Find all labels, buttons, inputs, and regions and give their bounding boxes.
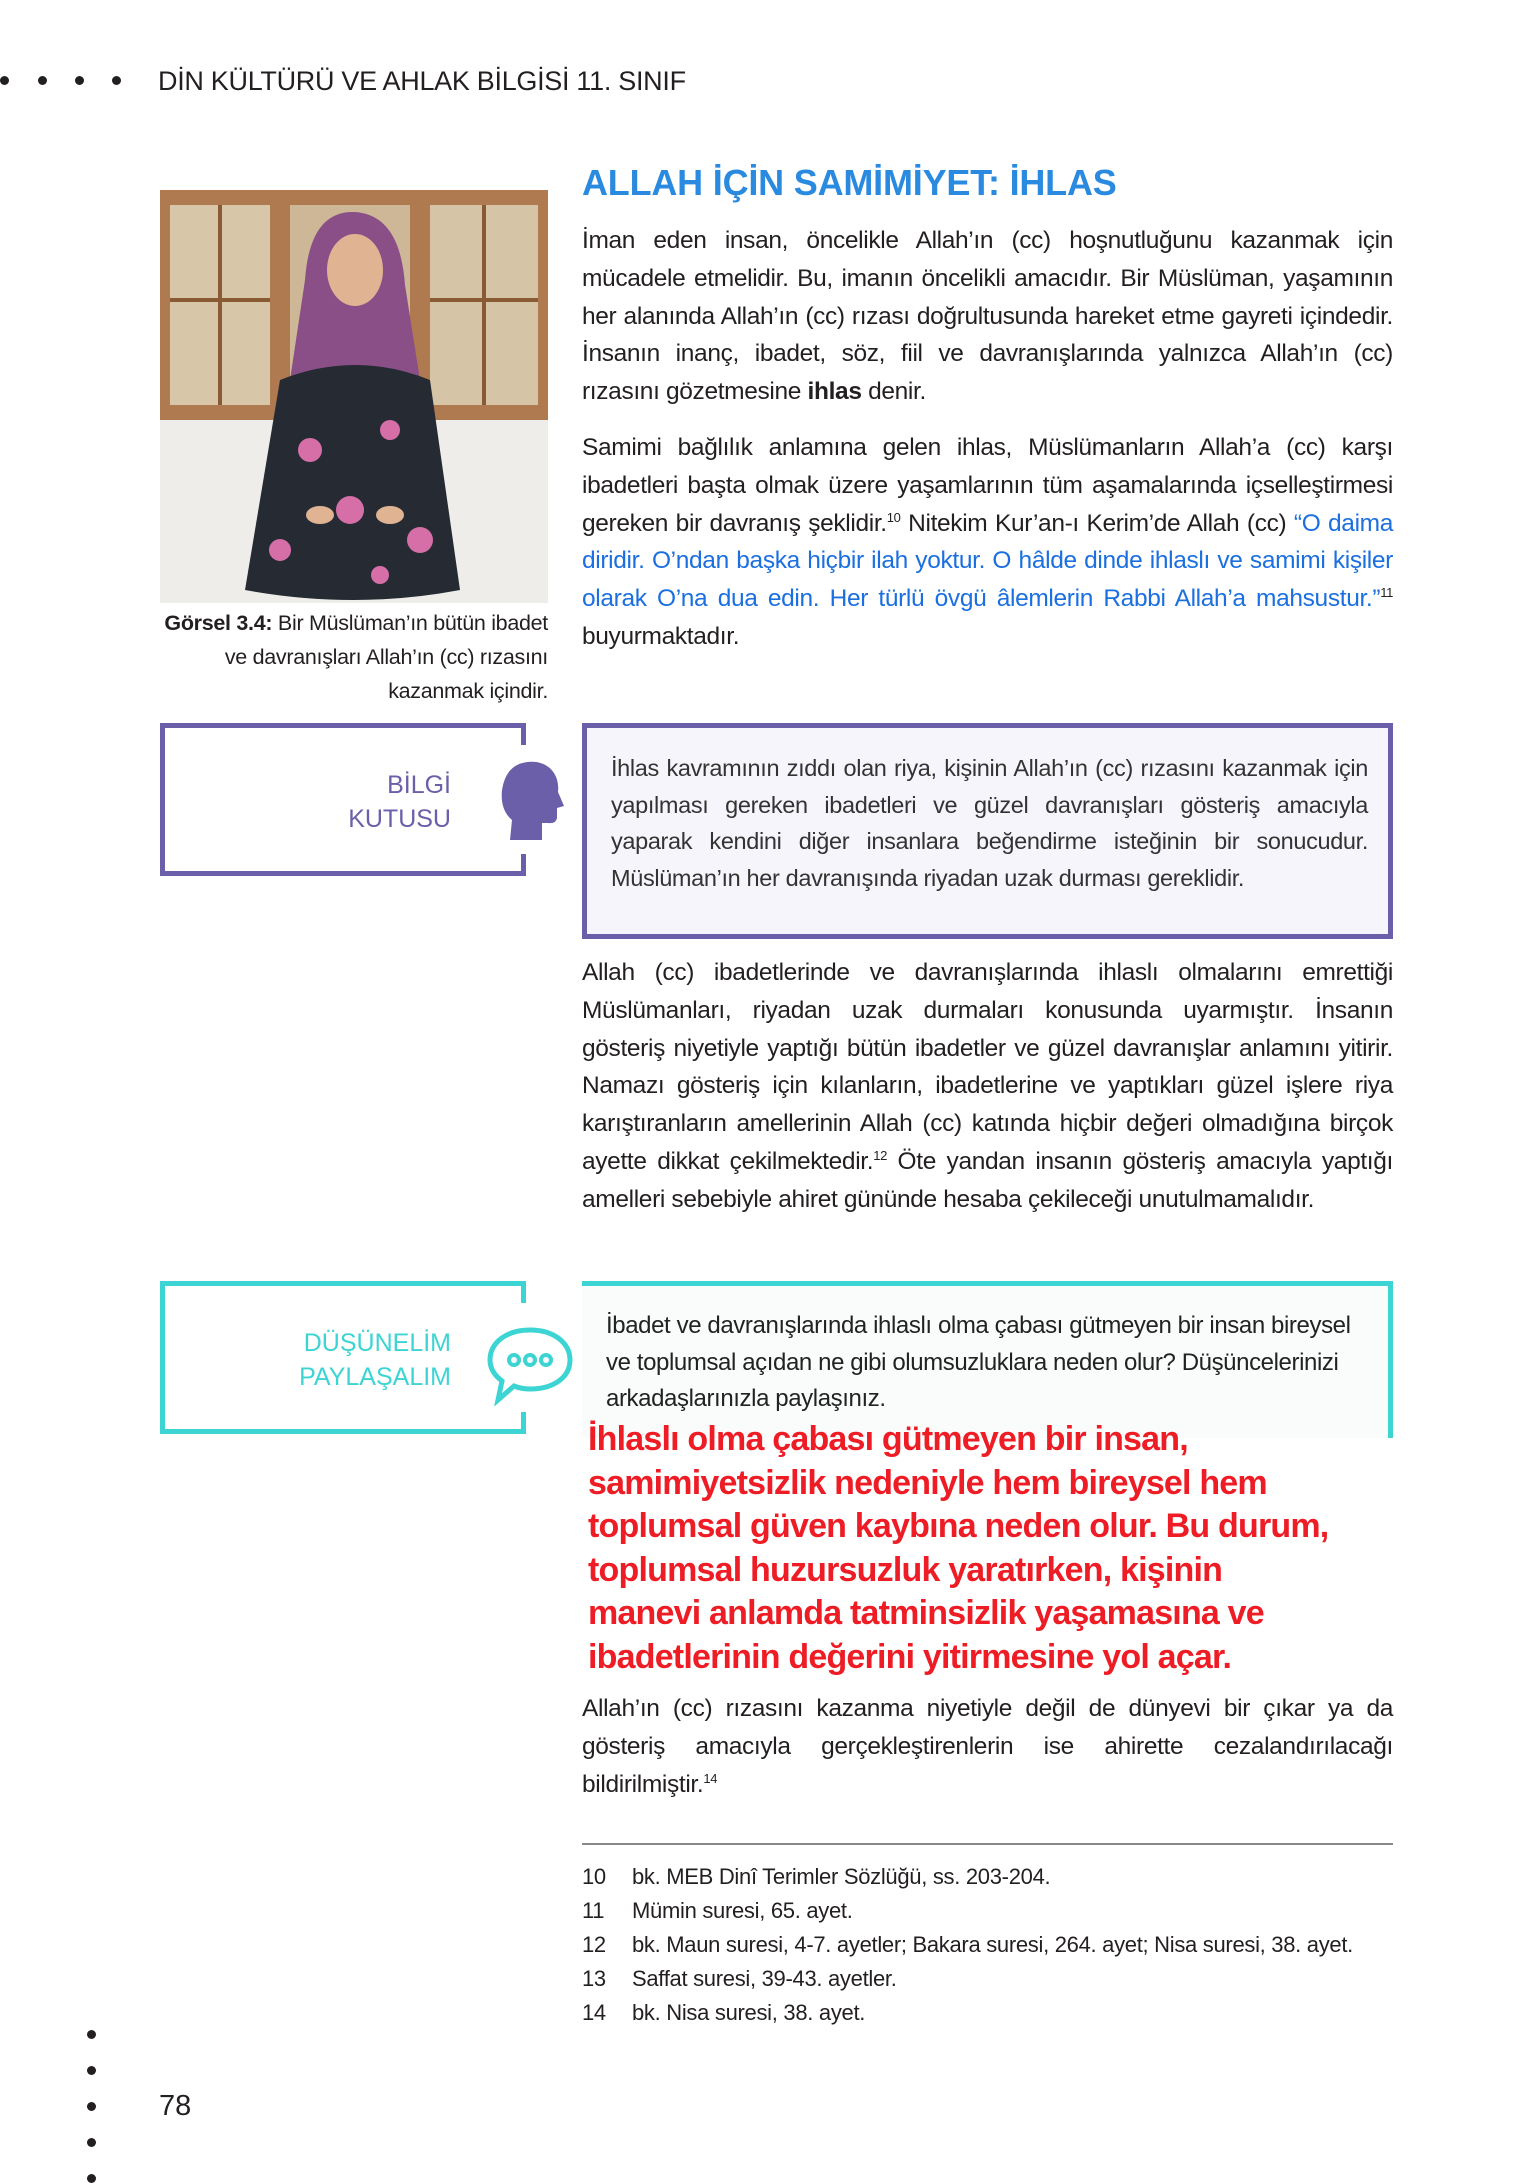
decor-dot xyxy=(87,2030,96,2039)
footnotes xyxy=(582,1860,1393,2030)
footnote-divider xyxy=(582,1843,1393,1845)
para3-end: Öte yandan insanın gösteriş amacıyla yaptığı amelleri sebebiyle ahiret gününde hesaba çekileceği unutulmamalıdır. xyxy=(582,1147,1393,1213)
footnote: 11 Mümin suresi, 65. ayet. xyxy=(582,1898,853,1923)
para3-text: Allah (cc) ibadetlerinde ve davranışlarında ihlaslı olmalarını emrettiği Müslümanları, riyadan uzak durmaları konusunda uyarmıştır. İnsanın gösteriş niyetiyle yaptığı bütün ibadetler ve güzel davranışlar anlamını yitirir. Namazı gösteriş için kılanların, ibadetlerine ve yaptıkları güzel işlere riya karıştıranların amellerinin Allah (cc) katında hiçbir değeri olmadığına birçok ayette dikkat çekilmektedir. xyxy=(582,959,1393,1175)
think-box-label-panel xyxy=(160,1281,526,1434)
footnote: 12 bk. Maun suresi, 4-7. ayetler; Bakara suresi, 264. ayet; Nisa suresi, 38. ayet. xyxy=(582,1932,1353,1957)
section-title: ALLAH İÇİN SAMİMİYET: İHLAS xyxy=(582,162,1117,203)
decor-dot xyxy=(87,2066,96,2075)
paragraph-4 xyxy=(582,1690,1393,1803)
answer-line: toplumsal güven kaybına neden olur. Bu durum, xyxy=(588,1507,1329,1546)
para1-bold-term: ihlas xyxy=(807,378,862,406)
page-number: 78 xyxy=(159,2090,192,2122)
paragraph-1 xyxy=(582,222,1393,411)
info-box: İhlas kavramının zıddı olan riya, kişinin Allah’ın (cc) rızasını kazanmak için yapılması gereken ibadetleri ve güzel davranışları gösteriş amacıyla yaparak kendini diğer insanlara beğendirme isteğinin bir sonucudur. Müslüman’ın her davranışında riyadan uzak durması gereklidir. xyxy=(582,723,1393,939)
info-box-label-panel xyxy=(160,723,526,876)
footnote-ref: 14 xyxy=(703,1770,718,1786)
answer-line: toplumsal huzursuzluk yaratırken, kişinin xyxy=(588,1550,1223,1589)
answer-line: ibadetlerinin değerini yitirmesine yol açar. xyxy=(588,1637,1232,1676)
discussion-question: İbadet ve davranışlarında ihlaslı olma çabası gütmeyen bir insan bireysel ve toplumsal açıdan ne gibi olumsuzluklara neden olur? Düşüncelerinizi arkadaşlarınızla paylaşınız. xyxy=(582,1281,1393,1438)
speech-bubble-icon xyxy=(486,1326,574,1406)
think-box-label: DÜŞÜNELİM PAYLAŞALIM xyxy=(299,1329,451,1391)
decor-dot xyxy=(38,76,47,85)
para2-text: Samimi bağlılık anlamına gelen ihlas, Müslümanların Allah’a (cc) karşı ibadetleri başta olmak üzere yaşamlarının tüm aşamalarında içselleştirmesi gereken bir davranış şeklidir. xyxy=(582,434,1393,537)
decor-dot xyxy=(87,2174,96,2183)
quran-quote: “O daima diridir. O’ndan başka hiçbir ilah yoktur. O hâlde dinde ihlaslı ve samimi kişiler olarak O’na dua edin. Her türlü övgü âlemlerin Rabbi Allah’a mahsustur.” xyxy=(582,509,1393,613)
footnote-ref: 10 xyxy=(886,509,901,525)
info-box-label: BİLGİ KUTUSU xyxy=(348,771,451,833)
footnote: 14 bk. Nisa suresi, 38. ayet. xyxy=(582,2000,866,2025)
footnote: 13 Saffat suresi, 39-43. ayetler. xyxy=(582,1966,897,1991)
photo-caption xyxy=(160,606,548,708)
footnote-ref: 12 xyxy=(873,1147,887,1163)
caption-label: Görsel 3.4: xyxy=(164,611,273,635)
para1-text: İman eden insan, öncelikle Allah’ın (cc) hoşnutluğunu kazanmak için mücadele etmelidir. Bu, imanın öncelikli amacıdır. Bir Müslüman, yaşamının her alanında Allah’ın (cc) rızası doğrultusunda hareket etme gayreti içindedir. İnsanın inanç, ibadet, söz, fiil ve davranışlarında yalnızca Allah’ın (cc) rızasını gözetmesine xyxy=(582,227,1393,406)
decor-dot xyxy=(75,76,84,85)
para4-text: Allah’ın (cc) rızasını kazanma niyetiyle değil de dünyevi bir çıkar ya da gösteriş amacıyla gerçekleştirenlerin ise ahirette cezalandırılacağı bildirilmiştir. xyxy=(582,1695,1393,1798)
handwritten-answer[interactable] xyxy=(588,1418,1388,1680)
paragraph-2 xyxy=(582,429,1393,656)
decor-dot xyxy=(112,76,121,85)
caption-text: Bir Müslüman’ın bütün ibadet ve davranışları Allah’ın (cc) rızasını kazanmak içindir. xyxy=(224,611,548,703)
decor-dot xyxy=(87,2102,96,2111)
running-header: DİN KÜLTÜRÜ VE AHLAK BİLGİSİ 11. SINIF xyxy=(158,66,686,96)
para2-text2: Nitekim Kur’an-ı Kerim’de Allah (cc) xyxy=(900,509,1294,537)
head-silhouette-icon xyxy=(498,760,564,842)
answer-line: İhlaslı olma çabası gütmeyen bir insan, xyxy=(588,1420,1188,1458)
footnote-ref: 11 xyxy=(1380,585,1393,601)
footnote: 10 bk. MEB Dinî Terimler Sözlüğü, ss. 203-204. xyxy=(582,1864,1051,1889)
answer-line: samimiyetsizlik nedeniyle hem bireysel hem xyxy=(588,1463,1267,1502)
para1-end: denir. xyxy=(861,378,926,406)
para2-end: buyurmaktadır. xyxy=(582,622,740,650)
paragraph-3 xyxy=(582,954,1393,1219)
decor-dot xyxy=(0,76,9,85)
answer-line: manevi anlamda tatminsizlik yaşamasına ve xyxy=(588,1594,1264,1633)
woman-praying-photo xyxy=(160,190,548,603)
decor-dot xyxy=(87,2138,96,2147)
